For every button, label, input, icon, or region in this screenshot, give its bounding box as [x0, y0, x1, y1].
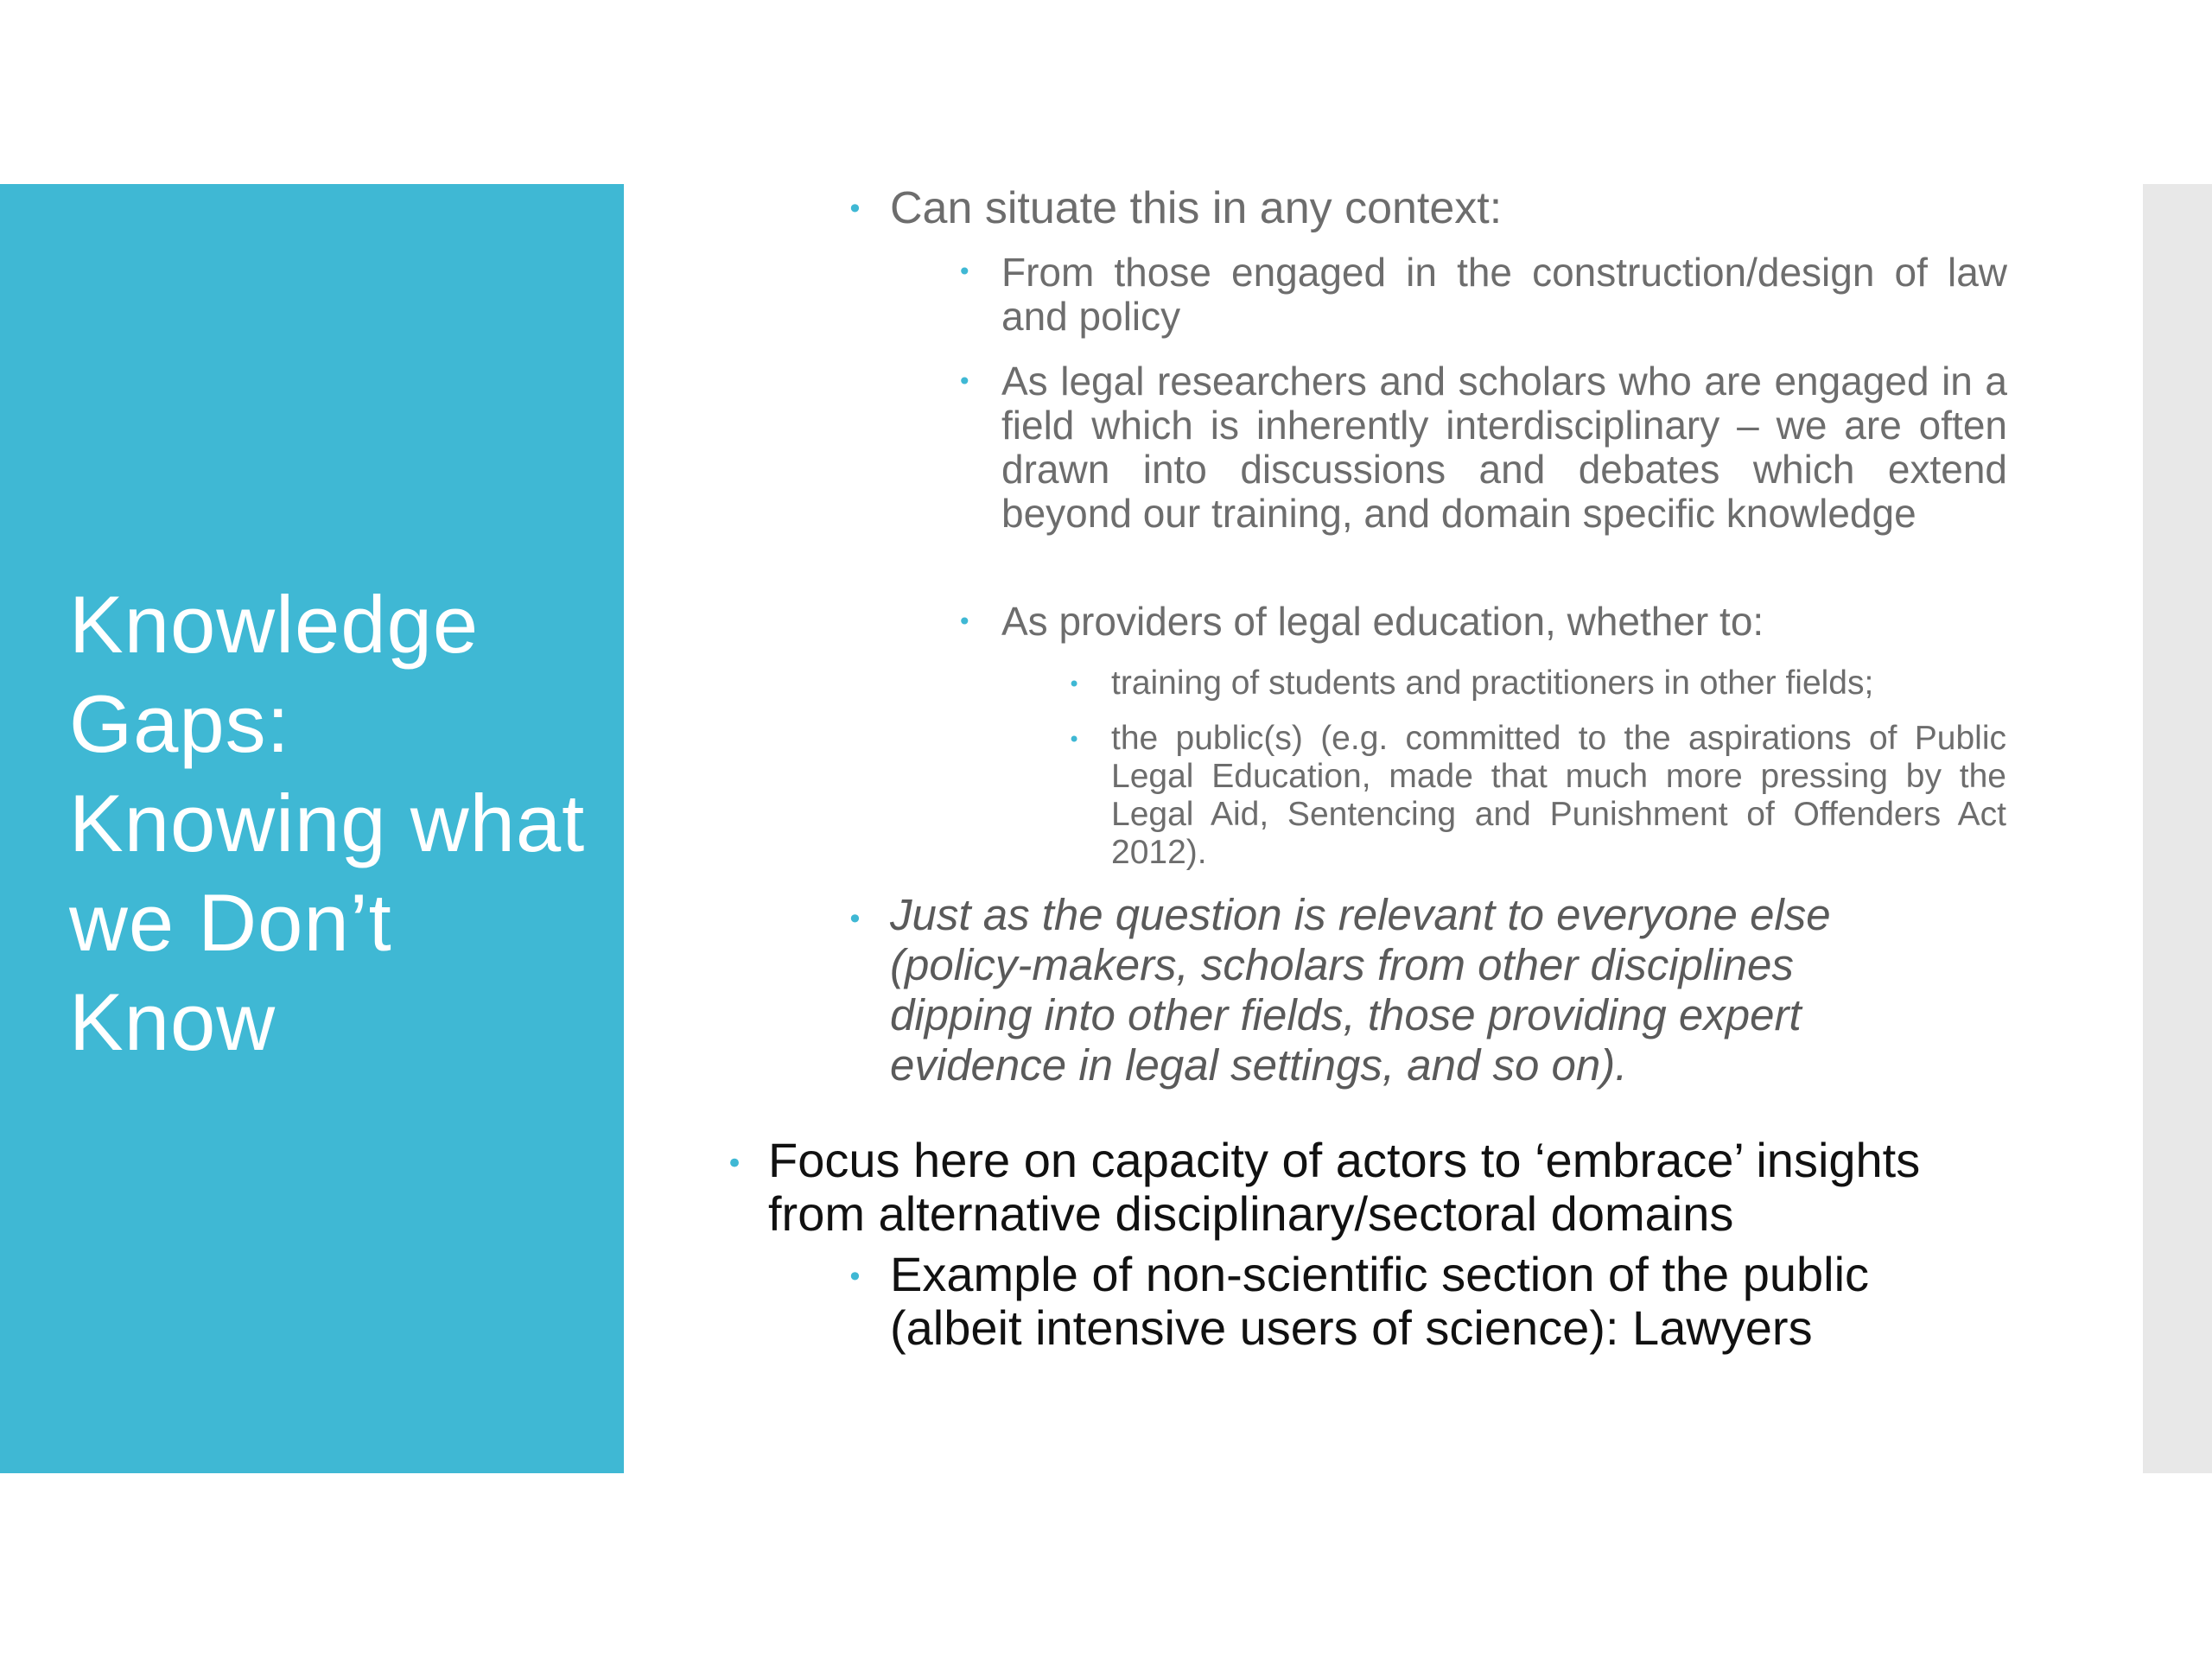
list-item: training of students and practitioners in other fields; [1111, 664, 1874, 702]
list-item: the public(s) (e.g. committed to the aspirations of Public Legal Education, made that much more pressing by the Legal Aid, Sentencing and Punishment of Offenders Act 2012). [1111, 720, 2006, 871]
list-item: As providers of legal education, whether to: [1001, 599, 1764, 644]
bullet-icon: • [957, 367, 972, 396]
bullet-icon: • [847, 1261, 863, 1294]
bullet-icon: • [726, 1147, 744, 1181]
bullet-icon: • [957, 607, 972, 636]
list-item: As legal researchers and scholars who are engaged in a field which is inherently interdisciplinary – we are often drawn into discussions and debates which extend beyond our training, and domain specific knowledge [1001, 359, 2007, 536]
list-item: From those engaged in the construction/design of law and policy [1001, 250, 2007, 339]
list-item: Example of non-scientific section of the public (albeit intensive users of science): Lawyers [890, 1247, 1870, 1355]
bullet-icon: • [1068, 728, 1081, 752]
bullet-icon: • [1068, 672, 1081, 696]
slide-title: Knowledge Gaps: Knowing what we Don’t Know [69, 579, 586, 1067]
bullet-icon: • [847, 903, 863, 936]
list-item: Just as the question is relevant to everyone else (policy-makers, scholars from other disciplines dipping into other fields, those providing expert evidence in legal settings, and so on). [890, 890, 1831, 1090]
list-item: Focus here on capacity of actors to ‘embrace’ insights from alternative disciplinary/sectoral domains [768, 1133, 1921, 1241]
list-item: Can situate this in any context: [890, 183, 1503, 233]
bullet-icon: • [847, 193, 863, 226]
bullet-icon: • [957, 257, 972, 286]
